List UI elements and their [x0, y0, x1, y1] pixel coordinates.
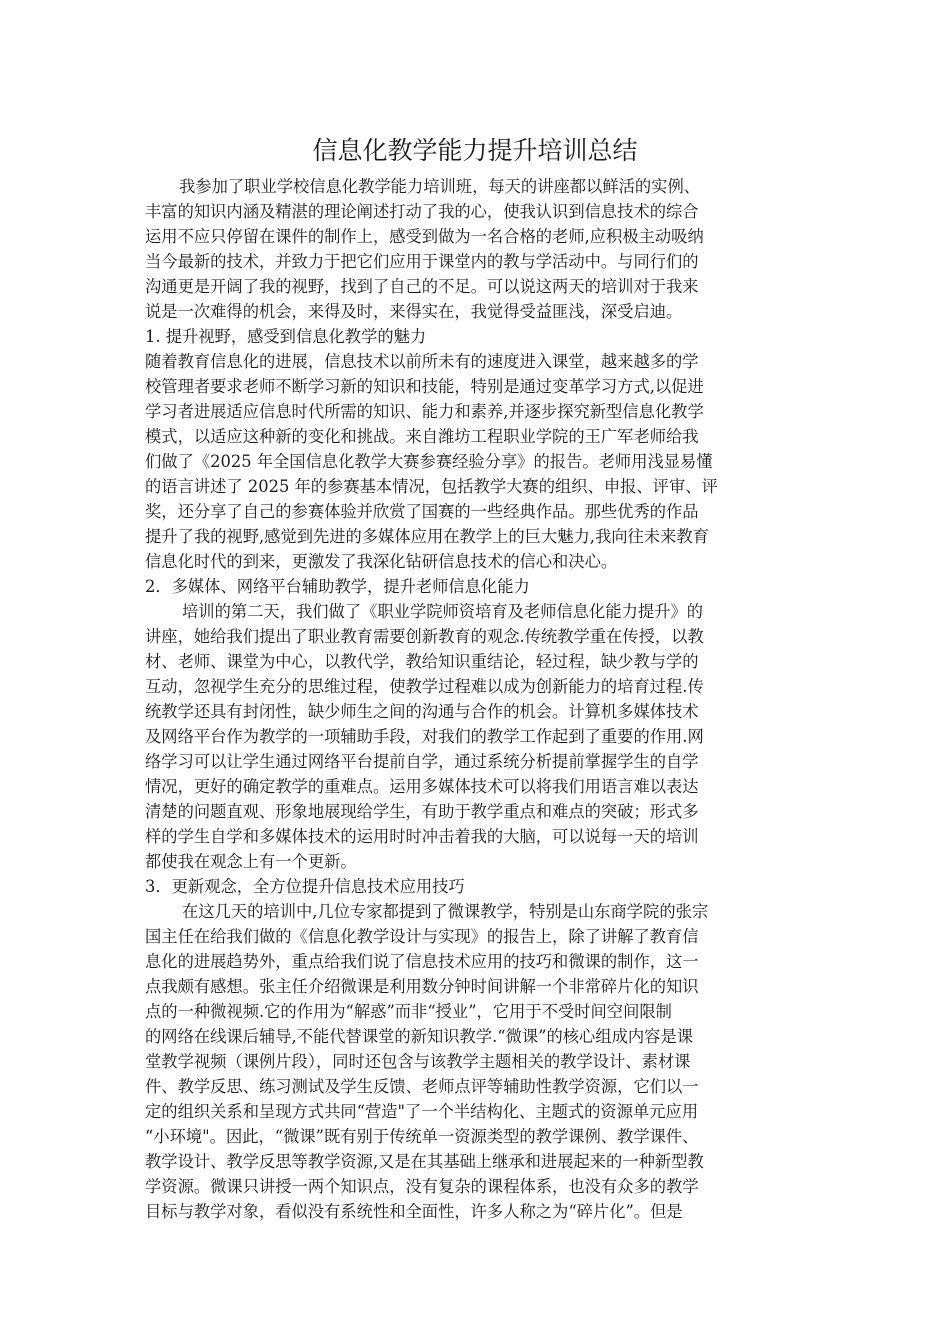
paragraph-line: 随着教育信息化的进展，信息技术以前所未有的速度进入课堂，越来越多的学	[145, 352, 699, 371]
paragraph-line: 络学习可以让学生通过网络平台提前自学，通过系统分析提前掌握学生的自学	[145, 752, 699, 771]
paragraph-line: 说是一次难得的机会，来得及时，来得实在，我觉得受益匪浅，深受启迪。	[145, 302, 683, 321]
paragraph-line: 的网络在线课后辅导,不能代替课堂的新知识教学.“微课”的核心组成内容是课	[145, 1027, 694, 1046]
paragraph-line: 奖，还分享了自己的参赛体验并欣赏了国赛的一些经典作品。那些优秀的作品	[145, 502, 699, 521]
paragraph-line: 件、教学反思、练习测试及学生反馈、老师点评等辅助性教学资源，它们以一	[145, 1077, 699, 1096]
section-heading-3: 3．更新观念，全方位提升信息技术应用技巧	[145, 877, 465, 896]
paragraph-line: 当今最新的技术，并致力于把它们应用于课堂内的教与学活动中。与同行们的	[145, 252, 699, 271]
paragraph-line: 息化的进展趋势外，重点给我们说了信息技术应用的技巧和微课的制作，这一	[145, 952, 699, 971]
paragraph-line: 丰富的知识内涵及精湛的理论阐述打动了我的心，使我认识到信息技术的综合	[145, 202, 699, 221]
paragraph-line: 互动，忽视学生充分的思维过程，使教学过程难以成为创新能力的培育过程.传	[145, 677, 704, 696]
paragraph-line: 教学设计、教学反思等教学资源,又是在其基础上继承和进展起来的一种新型教	[145, 1152, 704, 1171]
paragraph-line: 的语言讲述了 2025 年的参赛基本情况，包括教学大赛的组织、申报、评审、评	[145, 477, 718, 496]
paragraph-line: 统教学还具有封闭性，缺少师生之间的沟通与合作的机会。计算机多媒体技术	[145, 702, 699, 721]
paragraph-line: 校管理者要求老师不断学习新的知识和技能，特别是通过变革学习方式,以促进	[145, 377, 704, 396]
paragraph-line: 我参加了职业学校信息化教学能力培训班，每天的讲座都以鲜活的实例、	[179, 177, 701, 196]
document-body	[145, 174, 813, 1224]
paragraph-line: 讲座，她给我们提出了职业教育需要创新教育的观念.传统教学重在传授，以教	[145, 627, 704, 646]
paragraph-line: 清楚的问题直观、形象地展现给学生，有助于教学重点和难点的突破；形式多	[145, 802, 699, 821]
paragraph-line: 学习者进展适应信息时代所需的知识、能力和素养,并逐步探究新型信息化教学	[145, 402, 704, 421]
paragraph-line: 目标与教学对象，看似没有系统性和全面性，许多人称之为“碎片化”。但是	[145, 1202, 683, 1221]
paragraph-line: 运用不应只停留在课件的制作上，感受到做为一名合格的老师,应积极主动吸纳	[145, 227, 704, 246]
paragraph-line: 材、老师、课堂为中心，以教代学，教给知识重结论，轻过程，缺少教与学的	[145, 652, 699, 671]
paragraph-line: 在这几天的培训中,几位专家都提到了微课教学，特别是山东商学院的张宗	[182, 902, 709, 921]
paragraph-line: 堂教学视频（课例片段），同时还包含与该教学主题相关的教学设计、素材课	[145, 1052, 691, 1071]
paragraph-line: “小环境"。因此，“微课”既有别于传统单一资源类型的教学课例、教学课件、	[145, 1127, 699, 1146]
paragraph-line: 都使我在观念上有一个更新。	[145, 852, 357, 871]
paragraph-line: 及网络平台作为教学的一项辅助手段，对我们的教学工作起到了重要的作用.网	[145, 727, 704, 746]
paragraph-line: 们做了《2025 年全国信息化教学大赛参赛经验分享》的报告。老师用浅显易懂	[145, 452, 713, 471]
paragraph-line: 信息化时代的到来，更激发了我深化钻研信息技术的信心和决心。	[145, 552, 618, 571]
paragraph-line: 沟通更是开阔了我的视野，找到了自己的不足。可以说这两天的培训对于我来	[145, 277, 699, 296]
paragraph-line: 点我颇有感想。张主任介绍微课是利用数分钟时间讲解一个非常碎片化的知识	[145, 977, 699, 996]
paragraph-line: 定的组织关系和呈现方式共同“营造"了一个半结构化、主题式的资源单元应用	[145, 1102, 699, 1121]
paragraph-line: 点的一种微视频.它的作用为“解惑”而非“授业”，它用于不受时间空间限制	[145, 1002, 672, 1021]
document-title: 信息化教学能力提升培训总结	[312, 136, 638, 165]
section-heading-1: 1. 提升视野，感受到信息化教学的魅力	[145, 327, 427, 346]
paragraph-line: 培训的第二天，我们做了《职业学院师资培育及老师信息化能力提升》的	[182, 602, 704, 621]
paragraph-line: 提升了我的视野,感觉到先进的多媒体应用在教学上的巨大魅力,我向往未来教育	[145, 527, 709, 546]
paragraph-line: 国主任在给我们做的《信息化教学设计与实现》的报告上，除了讲解了教育信	[145, 927, 699, 946]
paragraph-line: 样的学生自学和多媒体技术的运用时时冲击着我的大脑，可以说每一天的培训	[145, 827, 699, 846]
paragraph-line: 情况，更好的确定教学的重难点。运用多媒体技术可以将我们用语言难以表达	[145, 777, 699, 796]
paragraph-line: 模式，以适应这种新的变化和挑战。来自潍坊工程职业学院的王广军老师给我	[145, 427, 699, 446]
section-heading-2: 2．多媒体、网络平台辅助教学，提升老师信息化能力	[145, 577, 530, 596]
paragraph-line: 学资源。微课只讲授一两个知识点，没有复杂的课程体系，也没有众多的教学	[145, 1177, 699, 1196]
